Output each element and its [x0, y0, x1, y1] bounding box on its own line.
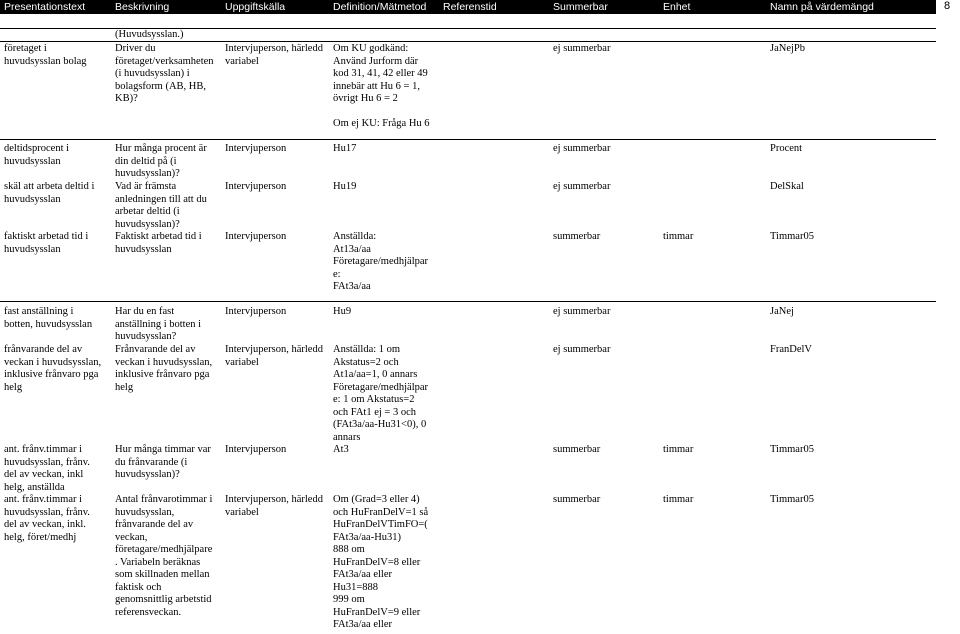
cell-definition: Om KU godkänd: Använd Jurform där kod 31, 41, 42 eller 49 innebär att Hu 6 = 1, övrigt Hu 6 = 2 [333, 43, 428, 104]
cell-source: Intervjuperson [225, 444, 287, 455]
cell-valueset: FranDelV [770, 344, 812, 355]
cell-unit: timmar [663, 494, 694, 505]
cell-summable: ej summerbar [553, 143, 611, 154]
cell-valueset: Procent [770, 143, 803, 154]
page-number: 8 [944, 0, 951, 12]
fragment-text: (Huvudsysslan.) [115, 29, 184, 40]
col-header-valueset: Namn på värdemängd [770, 1, 874, 13]
cell-source: Intervjuperson [225, 143, 287, 154]
cell-summable: ej summerbar [553, 306, 611, 317]
col-header-reference: Referenstid [443, 1, 497, 13]
cell-presentation: ant. frånv.timmar i huvudsysslan, frånv. del av veckan, inkl. helg, föret/medhj [4, 494, 90, 543]
cell-valueset: Timmar05 [770, 444, 814, 455]
cell-source: Intervjuperson [225, 306, 287, 317]
cell-summable: summerbar [553, 231, 601, 242]
cell-source: Intervjuperson, härledd variabel [225, 43, 323, 67]
cell-presentation: faktiskt arbetad tid i huvudsysslan [4, 231, 89, 255]
cell-valueset: JaNejPb [770, 43, 805, 54]
cell-summable: summerbar [553, 444, 601, 455]
cell-summable: summerbar [553, 494, 601, 505]
cell-definition: Hu17 [333, 143, 357, 154]
cell-presentation: ant. frånv.timmar i huvudsysslan, frånv. del av veckan, inkl helg, anställda [4, 444, 90, 493]
cell-valueset: DelSkal [770, 181, 804, 192]
row-divider [0, 41, 936, 42]
cell-summable: ej summerbar [553, 344, 611, 355]
table-header [0, 0, 936, 14]
cell-unit: timmar [663, 444, 694, 455]
cell-presentation: skäl att arbeta deltid i huvudsysslan [4, 181, 95, 205]
cell-description: Hur många procent är din deltid på (i huvudsysslan)? [115, 143, 207, 179]
cell-presentation: frånvarande del av veckan i huvudsysslan, inklusive frånvaro pga helg [4, 344, 102, 393]
cell-definition: At3 [333, 444, 349, 455]
cell-presentation: fast anställning i botten, huvudsysslan [4, 306, 93, 330]
cell-definition: Anställda: 1 om Akstatus=2 och At1a/aa=1, 0 annars Företagare/medhjälpar e: 1 om Akstatus=2 och FAt1 ej = 3 och (FAt3a/aa-Hu31<0), 0 annars [333, 344, 429, 443]
cell-presentation: deltidsprocent i huvudsysslan [4, 143, 70, 167]
row-divider [0, 139, 936, 140]
col-header-source: Uppgiftskälla [225, 1, 286, 13]
cell-definition: Hu19 [333, 181, 357, 192]
cell-description: Frånvarande del av veckan i huvudsysslan, inklusive frånvaro pga helg [115, 344, 213, 393]
cell-valueset: Timmar05 [770, 231, 814, 242]
cell-valueset: JaNej [770, 306, 794, 317]
cell-unit: timmar [663, 231, 694, 242]
cell-description: Har du en fast anställning i botten i huvudsysslan? [115, 306, 202, 342]
cell-summable: ej summerbar [553, 43, 611, 54]
cell-definition: Om (Grad=3 eller 4) och HuFranDelV=1 så HuFranDelVTimFO=( FAt3a/aa-Hu31) 888 om HuFranDelV=8 eller FAt3a/aa eller Hu31=888 999 om HuFranDelV=9 eller FAt3a/aa eller [333, 494, 429, 630]
cell-definition: Anställda: At13a/aa Företagare/medhjälpar e: FAt3a/aa [333, 231, 429, 292]
col-header-presentation: Presentationstext [4, 1, 86, 13]
cell-summable: ej summerbar [553, 181, 611, 192]
row-divider [0, 301, 936, 302]
cell-description: Driver du företaget/verksamheten (i huvudsysslan) i bolagsform (AB, HB, KB)? [115, 43, 214, 104]
cell-source: Intervjuperson [225, 231, 287, 242]
cell-description: Hur många timmar var du frånvarande (i huvudsysslan)? [115, 444, 211, 480]
cell-source: Intervjuperson [225, 181, 287, 192]
row-divider [0, 28, 936, 29]
cell-valueset: Timmar05 [770, 494, 814, 505]
cell-definition-note: Om ej KU: Fråga Hu 6 [333, 118, 430, 129]
cell-source: Intervjuperson, härledd variabel [225, 344, 323, 368]
cell-source: Intervjuperson, härledd variabel [225, 494, 323, 518]
col-header-unit: Enhet [663, 1, 691, 13]
cell-description: Antal frånvarotimmar i huvudsysslan, frånvarande del av veckan, företagare/medhjälpare . Variabeln beräknas som skillnaden mellan faktisk och genomsnittlig arbetstid referensveckan. [115, 494, 213, 618]
cell-description: Vad är främsta anledningen till att du arbetar deltid (i huvudsysslan)? [115, 181, 207, 230]
cell-presentation: företaget i huvudsysslan bolag [4, 43, 87, 67]
cell-description: Faktiskt arbetad tid i huvudsysslan [115, 231, 202, 255]
col-header-summable: Summerbar [553, 1, 608, 13]
col-header-definition: Definition/Mätmetod [333, 1, 427, 13]
cell-definition: Hu9 [333, 306, 352, 317]
col-header-description: Beskrivning [115, 1, 170, 13]
